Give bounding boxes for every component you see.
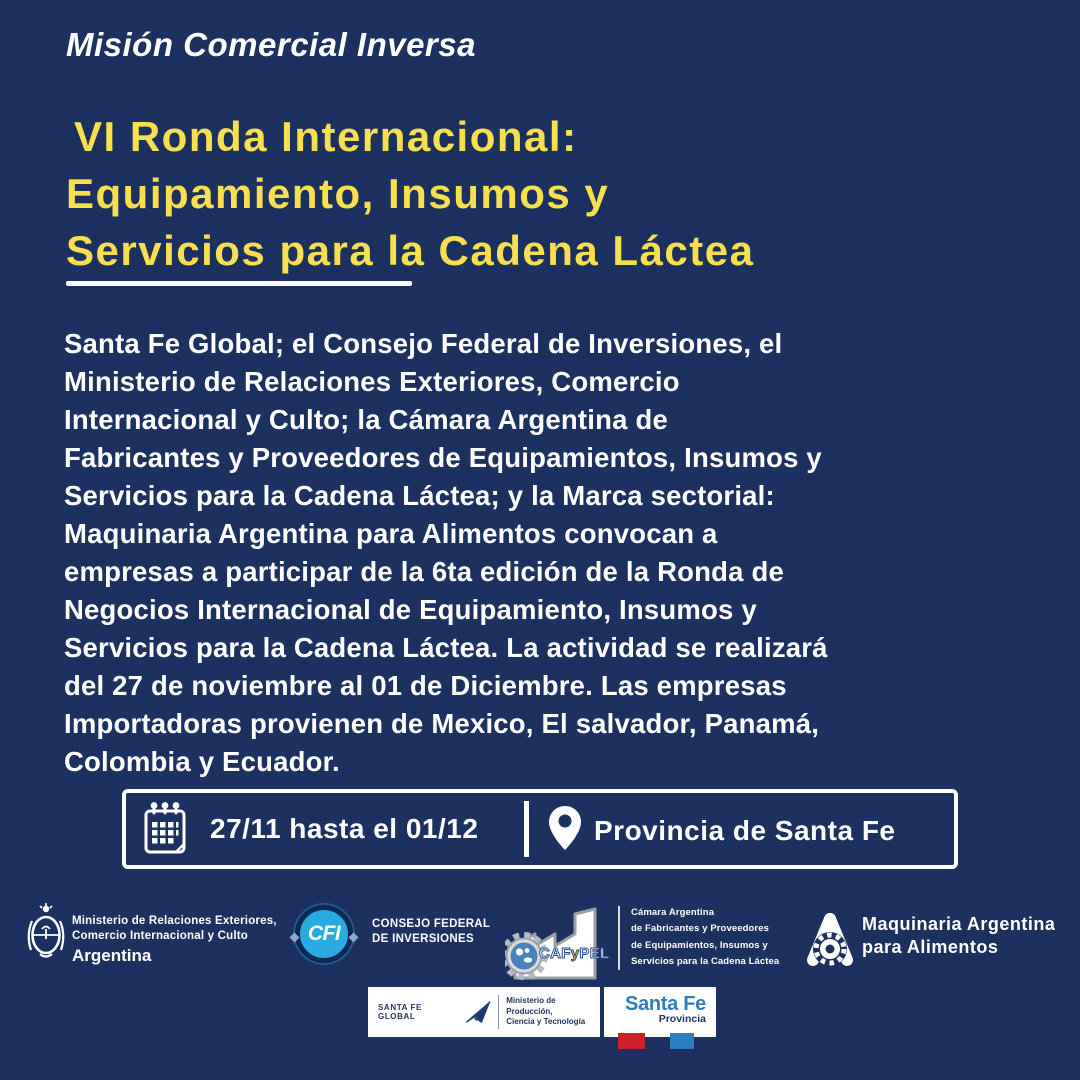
maquinaria-name-line: Maquinaria Argentina [862, 914, 1056, 934]
cafypel-name-line: Servicios para la Cadena Láctea [631, 956, 780, 968]
bar-divider [524, 801, 529, 857]
cfi-name-line: CONSEJO FEDERAL [372, 918, 491, 930]
body-line: Servicios para la Cadena Láctea. La actividad se realizará [64, 632, 828, 663]
cfi-diamond-icon [349, 933, 359, 943]
body-line: Fabricantes y Proveedores de Equipamientos, Insumos y [64, 442, 822, 473]
partner-divider [618, 906, 620, 970]
heading-line: Equipamiento, Insumos y [66, 170, 610, 217]
flag-red-square [618, 1033, 645, 1049]
cafypel-logo [505, 902, 617, 982]
body-line: Negocios Internacional de Equipamiento, Insumos y [64, 594, 757, 625]
body-line: Maquinaria Argentina para Alimentos convocan a [64, 518, 718, 549]
cafypel-name-line: de Fabricantes y Proveedores [631, 923, 769, 935]
calendar-icon [142, 802, 188, 856]
santafe-provincia-box [604, 987, 716, 1037]
body-line: Ministerio de Relaciones Exteriores, Comercio [64, 366, 680, 397]
provincia-sub: Provincia [658, 1013, 706, 1025]
cafypel-name-block [631, 905, 779, 971]
date-location-bar [122, 789, 958, 869]
body-line: Importadoras provienen de Mexico, El salvador, Panamá, [64, 708, 820, 739]
ministry-exteriores-block [72, 914, 277, 967]
ministry-produccion-line: Ciencia y Tecnología [506, 1017, 586, 1027]
date-range: 27/11 hasta el 01/12 [210, 813, 479, 844]
main-heading [66, 108, 755, 279]
cfi-name-block [372, 917, 490, 946]
provincia-name: Santa Fe [625, 993, 706, 1015]
cafypel-name-line: Cámara Argentina [631, 907, 715, 918]
body-line: empresas a participar de la 6ta edición de la Ronda de [64, 556, 784, 587]
ministry-line: Comercio Internacional y Culto [72, 930, 248, 942]
cafypel-factory-icon [505, 902, 617, 982]
cafypel-wordmark-y: y [570, 945, 580, 962]
heading-line: VI Ronda Internacional: [74, 113, 578, 160]
santafe-global-box [368, 987, 600, 1037]
paper-plane-icon [463, 997, 494, 1027]
ministry-country: Argentina [72, 946, 152, 965]
body-line: Colombia y Ecuador. [64, 746, 340, 777]
cafypel-wordmark-part: PEL [579, 945, 610, 962]
body-line: Santa Fe Global; el Consejo Federal de Inversiones, el [64, 328, 783, 359]
cfi-logo [295, 905, 353, 963]
argentina-coat-of-arms-icon [24, 902, 68, 962]
body-paragraph [64, 325, 1004, 781]
heading-underline [66, 281, 412, 286]
body-line: del 27 de noviembre al 01 de Diciembre. Las empresas [64, 670, 787, 701]
body-line: Servicios para la Cadena Láctea; y la Marca sectorial: [64, 480, 775, 511]
ministry-line: Ministerio de Relaciones Exteriores, [72, 915, 277, 927]
santafe-global-label: SANTA FE GLOBAL [378, 1003, 422, 1021]
location-label: Provincia de Santa Fe [594, 815, 896, 846]
ministry-produccion-block [506, 996, 600, 1028]
location-pin-icon [548, 805, 582, 851]
maquinaria-name-line: para Alimentos [862, 937, 999, 957]
kicker-title: Misión Comercial Inversa [66, 26, 476, 63]
flag-blue-square [670, 1033, 694, 1049]
ministry-produccion-line: Ministerio de Producción, [506, 996, 556, 1016]
cfi-diamond-icon [290, 933, 300, 943]
cafypel-name-line: de Equipamientos, Insumos y [631, 939, 768, 951]
body-line: Internacional y Culto; la Cámara Argentina de [64, 404, 668, 435]
maquinaria-name-block [862, 913, 1055, 959]
maquinaria-argentina-logo [803, 908, 857, 966]
sfg-divider [498, 995, 499, 1029]
cafypel-wordmark [539, 945, 609, 962]
heading-line: Servicios para la Cadena Láctea [66, 227, 755, 274]
cfi-name-line: DE INVERSIONES [372, 932, 474, 945]
cafypel-wordmark-part: CAF [539, 945, 571, 962]
cfi-abbr: CFI [307, 922, 341, 945]
